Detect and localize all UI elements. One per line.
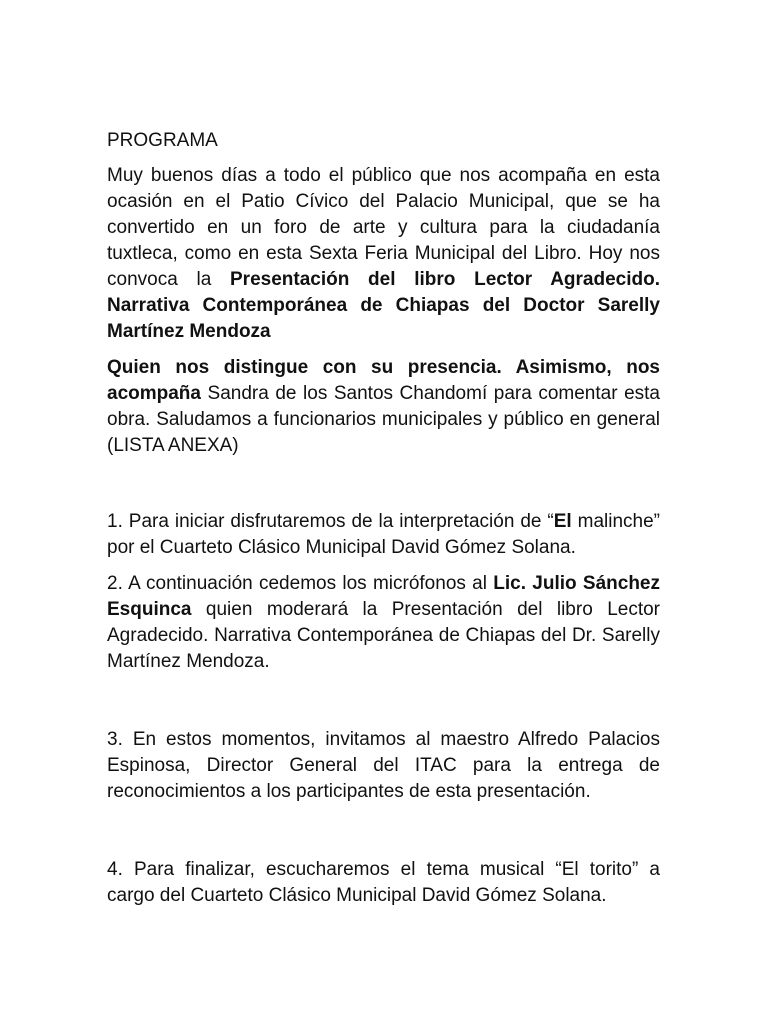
item1-text-a: 1. Para iniciar disfrutaremos de la interpretación de “ xyxy=(107,511,554,532)
item1-text-b: malinche” por el Cuarteto Clásico Municipal David Gómez Solana. xyxy=(107,511,660,558)
greeting-bold: Quien nos distingue con su presencia. Asimismo, nos acompaña xyxy=(107,357,660,404)
program-item-2 xyxy=(107,571,660,675)
intro-text: Muy buenos días a todo el público que nos acompaña en esta ocasión en el Patio Cívico del Palacio Municipal, que se ha convertido en un foro de arte y cultura para la ciudadanía tuxtleca, como en esta Sexta Feria Municipal del Libro. Hoy nos convoca la xyxy=(107,165,660,290)
item3-text: 3. En estos momentos, invitamos al maestro Alfredo Palacios Espinosa, Director General del ITAC para la entrega de reconocimientos a los participantes de esta presentación. xyxy=(107,729,660,802)
program-item-1 xyxy=(107,509,660,561)
greeting-text: Sandra de los Santos Chandomí para comentar esta obra. Saludamos a funcionarios municipales y público en general (LISTA ANEXA) xyxy=(107,383,660,456)
program-item-3 xyxy=(107,727,660,805)
item2-text-a: 2. A continuación cedemos los micrófonos al xyxy=(107,573,494,594)
document-heading: PROGRAMA xyxy=(107,130,218,151)
item4-text: 4. Para finalizar, escucharemos el tema musical “El torito” a cargo del Cuarteto Clásico Municipal David Gómez Solana. xyxy=(107,859,660,906)
document-page xyxy=(107,128,660,909)
intro-paragraph xyxy=(107,163,660,345)
item2-bold: Lic. Julio Sánchez Esquinca xyxy=(107,573,661,620)
item1-bold: El xyxy=(553,511,572,532)
greeting-paragraph xyxy=(107,355,660,459)
program-item-4 xyxy=(107,857,660,909)
intro-bold: Presentación del libro Lector Agradecido. Narrativa Contemporánea de Chiapas del Doctor Sarelly Martínez Mendoza xyxy=(107,269,660,342)
item2-text-b: quien moderará la Presentación del libro Lector Agradecido. Narrativa Contemporánea de Chiapas del Dr. Sarelly Martínez Mendoza. xyxy=(107,599,660,672)
